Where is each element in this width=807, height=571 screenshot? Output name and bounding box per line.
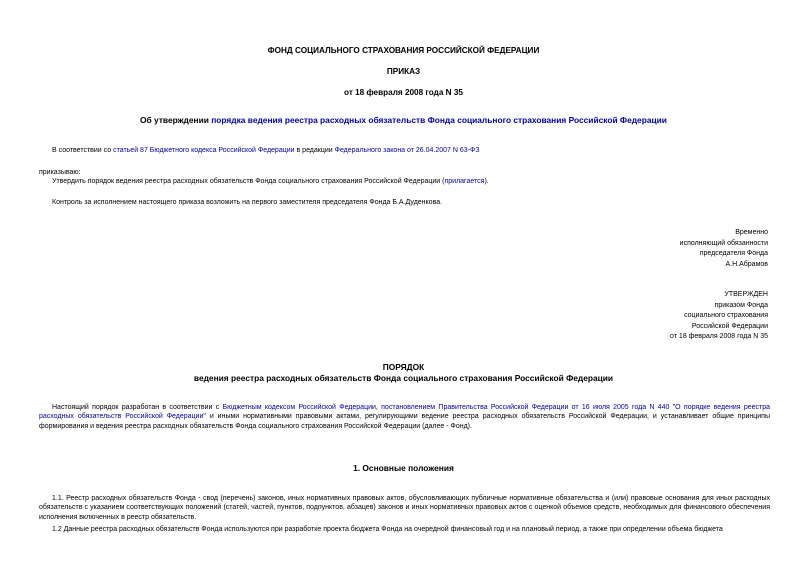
preamble-paragraph xyxy=(52,146,772,155)
procedure-title: ПОРЯДОК xyxy=(382,362,425,372)
item-1-1: 1.1. Реестр расходных обязательств Фонда - свод (перечень) законов, иных нормативных правовых актов, обусловливающих публичные нормативные обязательства и (или) правовые основания для иных расходных обязательств с указанием соответствующих положений (статей, частей, пунктов, подпунктов, абзацев) законов и иных нормативных правовых актов с оценкой объемов средств, необходимых для финансового обеспечения исполнения включенных в реестр обязательств. xyxy=(39,495,770,521)
budget-code-link[interactable]: статьей 87 Бюджетного кодекса Российской Федерации xyxy=(113,147,295,154)
intro-text: Настоящий порядок разработан в соответствии с xyxy=(52,404,223,411)
signature-line: А.Н.Абрамов xyxy=(725,260,768,268)
section-1-title: 1. Основные положения xyxy=(353,463,454,473)
intro-text: , xyxy=(375,404,382,411)
order-word: приказываю: xyxy=(39,169,81,176)
item-1-2: 1.2 Данные реестра расходных обязательств Фонда используются при разработке проекта бюджета Фонда на очередной финансовый год и на плановый период, а также при определении объема бюджета xyxy=(52,526,723,533)
procedure-subtitle: ведения реестра расходных обязательств Фонда социального страхования Российской Федерации xyxy=(193,373,614,383)
signature-line: председателя Фонда xyxy=(699,250,768,257)
doc-title xyxy=(0,115,807,126)
approval-line: приказом Фонда xyxy=(714,301,768,309)
federal-law-link[interactable]: Федерального закона от 26.04.2007 N 63-ФЗ xyxy=(334,147,480,154)
budget-code-link-2[interactable]: Бюджетным кодексом Российской Федерации xyxy=(222,404,376,411)
order-text: Утвердить порядок ведения реестра расходных обязательств Фонда социального страхования Российской Федерации ( xyxy=(52,178,445,185)
org-heading: ФОНД СОЦИАЛЬНОГО СТРАХОВАНИЯ РОССИЙСКОЙ ФЕДЕРАЦИИ xyxy=(267,46,540,55)
doc-title-prefix: Об утверждении xyxy=(140,115,212,125)
approval-block xyxy=(670,290,768,343)
intro-text: и иными нормативными правовыми актами, регулирующими ведение реестра расходных обязательств Российской Федерации, и устанавливает общие принципы формирования и ведения реестра расходных обязательств Фонда социального страхования Российской Федерации (далее - Фонд). xyxy=(39,413,771,430)
doc-date-heading: от 18 февраля 2008 года N 35 xyxy=(344,88,463,97)
signature-line: исполняющий обязанности xyxy=(679,239,768,247)
attached-link[interactable]: прилагается xyxy=(444,178,485,185)
preamble-text: в редакции xyxy=(294,147,335,154)
procedure-intro xyxy=(39,403,770,431)
approval-line: социального страхования xyxy=(684,312,768,319)
doc-type-heading: ПРИКАЗ xyxy=(386,67,421,76)
order-text: ). xyxy=(484,178,489,185)
approval-line: от 18 февраля 2008 года N 35 xyxy=(670,333,768,340)
approval-line: Российской Федерации xyxy=(691,322,768,330)
doc-title-link[interactable]: порядка ведения реестра расходных обязательств Фонда социального страхования Российской Федерации xyxy=(211,115,667,125)
signature-block xyxy=(680,228,768,270)
approval-line: УТВЕРЖДЕН xyxy=(724,291,768,298)
order-item-approve xyxy=(52,177,772,186)
order-item-control: Контроль за исполнением настоящего приказа возложить на первого заместителя председателя Фонда Б.А.Дуденкова. xyxy=(52,199,443,206)
signature-line: Временно xyxy=(735,229,768,236)
preamble-text: В соответствии со xyxy=(52,147,114,154)
government-decree-link[interactable]: постановлением Правительства Российской Федерации от 16 июля 2005 года N 440 "О порядке ведения реестра расходных обязательств Российской Федерации" xyxy=(39,404,770,421)
